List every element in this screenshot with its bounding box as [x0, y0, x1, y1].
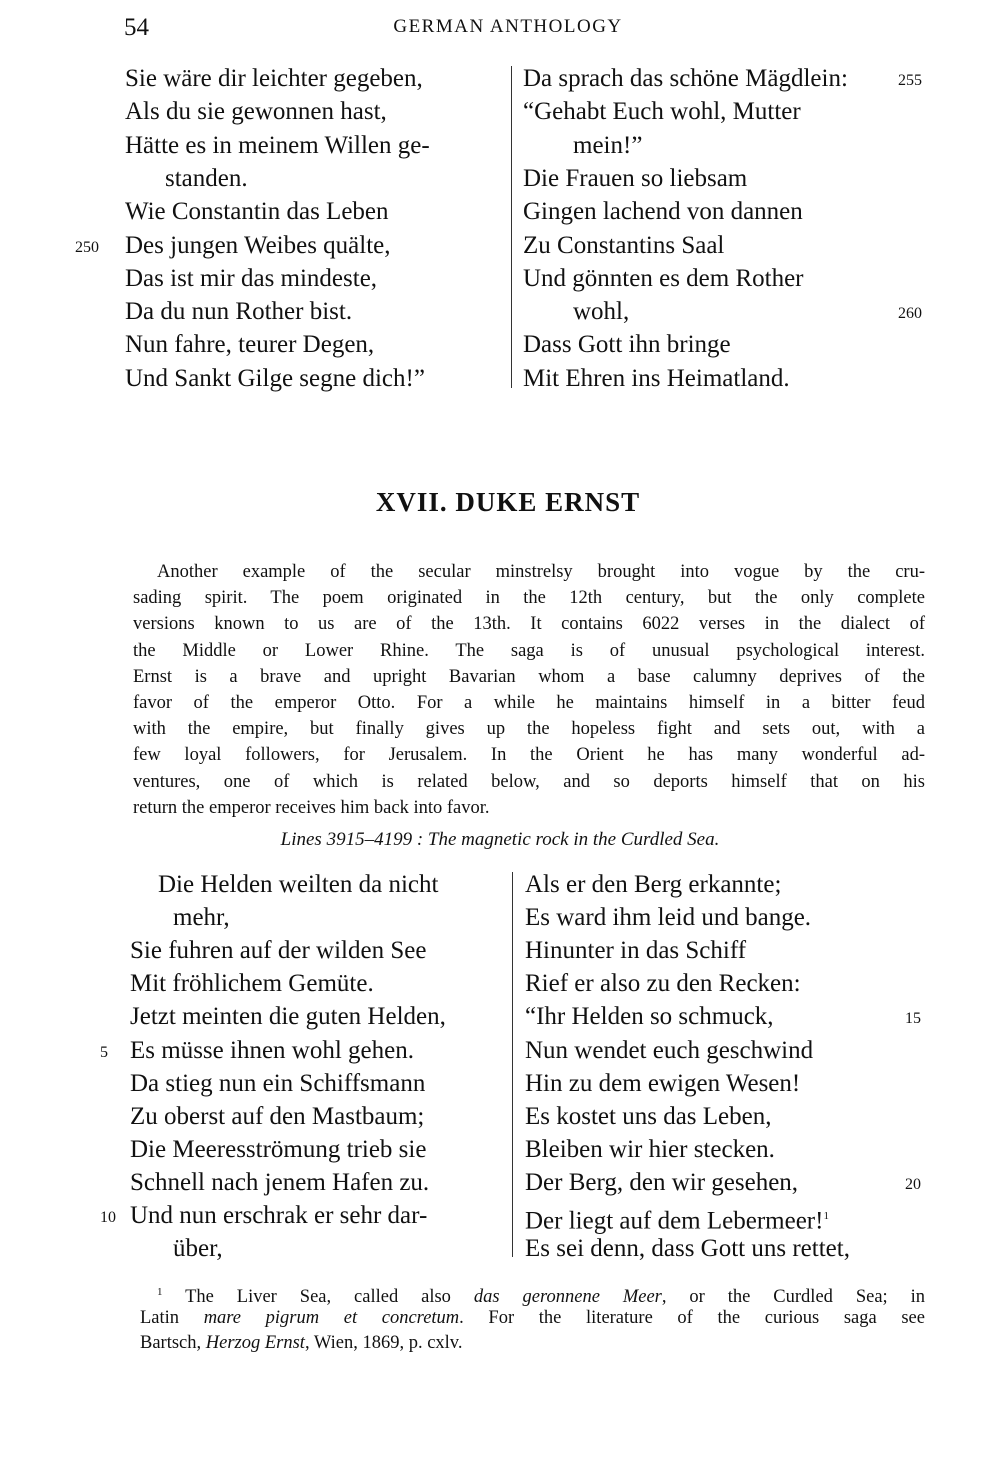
line-number: 260 [898, 305, 922, 323]
verse-line: mehr, [173, 904, 230, 932]
verse-line: wohl, [573, 298, 630, 326]
footnote-text: , Wien, 1869, p. cxlv. [304, 1333, 463, 1353]
footnote-text: The Liver Sea, called also [162, 1287, 474, 1308]
intro-line: sading spirit. The poem originated in the 12th century, but the only complete [133, 588, 925, 609]
footnote-italic-text: Herzog Ernst [205, 1333, 305, 1353]
footnote-line [140, 1305, 925, 1331]
line-number: 250 [75, 238, 99, 256]
verse-line: Bleiben wir hier stecken. [525, 1135, 775, 1163]
verse-line: Und Sankt Gilge segne dich!” [125, 364, 425, 392]
footnote-text: . For the literature of the curious saga see [459, 1307, 925, 1328]
verse-line: Da stieg nun ein Schiffsmann [130, 1069, 426, 1097]
verse-line: Es kostet uns das Leben, [525, 1102, 772, 1130]
verse-line: Da du nun Rother bist. [125, 298, 353, 326]
line-number: 255 [898, 72, 922, 89]
verse-line: Mit fröhlichem Gemüte. [130, 970, 374, 998]
line-number: 5 [100, 1043, 108, 1061]
footnote-number: 1 [157, 1286, 163, 1298]
footnote-text: , or the Curdled Sea; in [661, 1287, 925, 1308]
footnote-line [140, 1330, 925, 1356]
verse-line: Mit Ehren ins Heimatland. [523, 364, 790, 392]
verse-line: Das ist mir das mindeste, [125, 264, 378, 292]
verse-line: Der liegt auf dem Lebermeer!$^1$ [525, 1207, 829, 1235]
intro-line: the Middle or Lower Rhine. The saga is of unusual psychological interest. [133, 640, 925, 661]
footnote-text: Bartsch, [140, 1333, 206, 1353]
verse-line: Die Frauen so liebsam [523, 164, 748, 192]
intro-line: Another example of the secular minstrelsy brought into vogue by the cru- [157, 562, 925, 582]
verse-line: “Gehabt Euch wohl, Mutter [523, 98, 801, 126]
verse-line: Als er den Berg erkannte; [525, 871, 782, 898]
intro-line: favor of the emperor Otto. For a while he maintains himself in a bitter feud [133, 693, 925, 713]
verse-line: Der Berg, den wir gesehen, [525, 1168, 799, 1196]
footnote-marker: 1 [823, 1210, 829, 1222]
intro-line: few loyal followers, for Jerusalem. In the Orient he has many wonderful ad- [133, 745, 925, 766]
verse-line: Jetzt meinten die guten Helden, [130, 1003, 446, 1031]
verse-line: Die Helden weilten da nicht [158, 871, 439, 898]
verse-line: Zu oberst auf den Mastbaum; [130, 1102, 425, 1130]
verse-line: Hinunter in das Schiff [525, 937, 747, 965]
verse-line: Und nun erschrak er sehr dar- [130, 1202, 428, 1229]
column-divider [511, 66, 512, 388]
verse-line: über, [173, 1235, 223, 1263]
verse-line: Und gönnten es dem Rother [523, 264, 804, 292]
verse-line: Die Meeresströmung trieb sie [130, 1135, 427, 1163]
intro-line: with the empire, but finally gives up the hopeless fight and sets out, with a [133, 719, 925, 740]
intro-line: versions known to us are of the 13th. It contains 6022 verses in the dialect of [133, 614, 925, 635]
excerpt-caption: Lines 3915–4199 : The magnetic rock in the Curdled Sea. [280, 829, 720, 850]
line-number: 10 [100, 1209, 116, 1226]
intro-line: ventures, one of which is related below, and so deports himself that on his [133, 771, 925, 792]
verse-line: Schnell nach jenem Hafen zu. [130, 1168, 430, 1196]
verse-line: Es sei denn, dass Gott uns rettet, [525, 1235, 850, 1263]
verse-line: Rief er also zu den Recken: [525, 970, 801, 998]
footnote-text: Latin [140, 1307, 204, 1328]
verse-line: mein!” [573, 131, 643, 159]
column-divider [512, 872, 513, 1257]
page-number: 54 [124, 14, 149, 41]
verse-line: Sie wäre dir leichter gegeben, [125, 65, 423, 92]
verse-line: Als du sie gewonnen hast, [125, 98, 387, 126]
verse-line: Hätte es in meinem Willen ge- [125, 131, 430, 159]
verse-line: Zu Constantins Saal [523, 231, 725, 259]
intro-line: return the emperor receives him back into favor. [133, 797, 490, 818]
verse-line: Da sprach das schöne Mägdlein: [523, 65, 848, 92]
line-number: 20 [905, 1175, 921, 1193]
verse-line: Nun fahre, teurer Degen, [125, 331, 375, 359]
verse-line: Es müsse ihnen wohl gehen. [130, 1036, 414, 1064]
footnote-italic-text: das geronnene Meer [473, 1287, 662, 1308]
verse-line: Sie fuhren auf der wilden See [130, 937, 427, 965]
section-title: XVII. DUKE ERNST [375, 487, 641, 517]
verse-line: Nun wendet euch geschwind [525, 1036, 814, 1064]
intro-line: Ernst is a brave and upright Bavarian whom a base calumny deprives of the [133, 666, 925, 687]
verse-line: Hin zu dem ewigen Wesen! [525, 1069, 801, 1097]
verse-line: Dass Gott ihn bringe [523, 331, 731, 359]
verse-line: Gingen lachend von dannen [523, 198, 803, 226]
verse-line: “Ihr Helden so schmuck, [525, 1003, 774, 1031]
footnote-italic-text: mare pigrum et concretum [203, 1307, 460, 1328]
verse-line: Es ward ihm leid und bange. [525, 904, 812, 932]
verse-line: standen. [165, 164, 248, 192]
line-number: 15 [905, 1010, 921, 1028]
verse-line: Wie Constantin das Leben [125, 198, 389, 226]
running-head: GERMAN ANTHOLOGY [393, 16, 623, 37]
verse-line: Des jungen Weibes quälte, [125, 231, 391, 259]
